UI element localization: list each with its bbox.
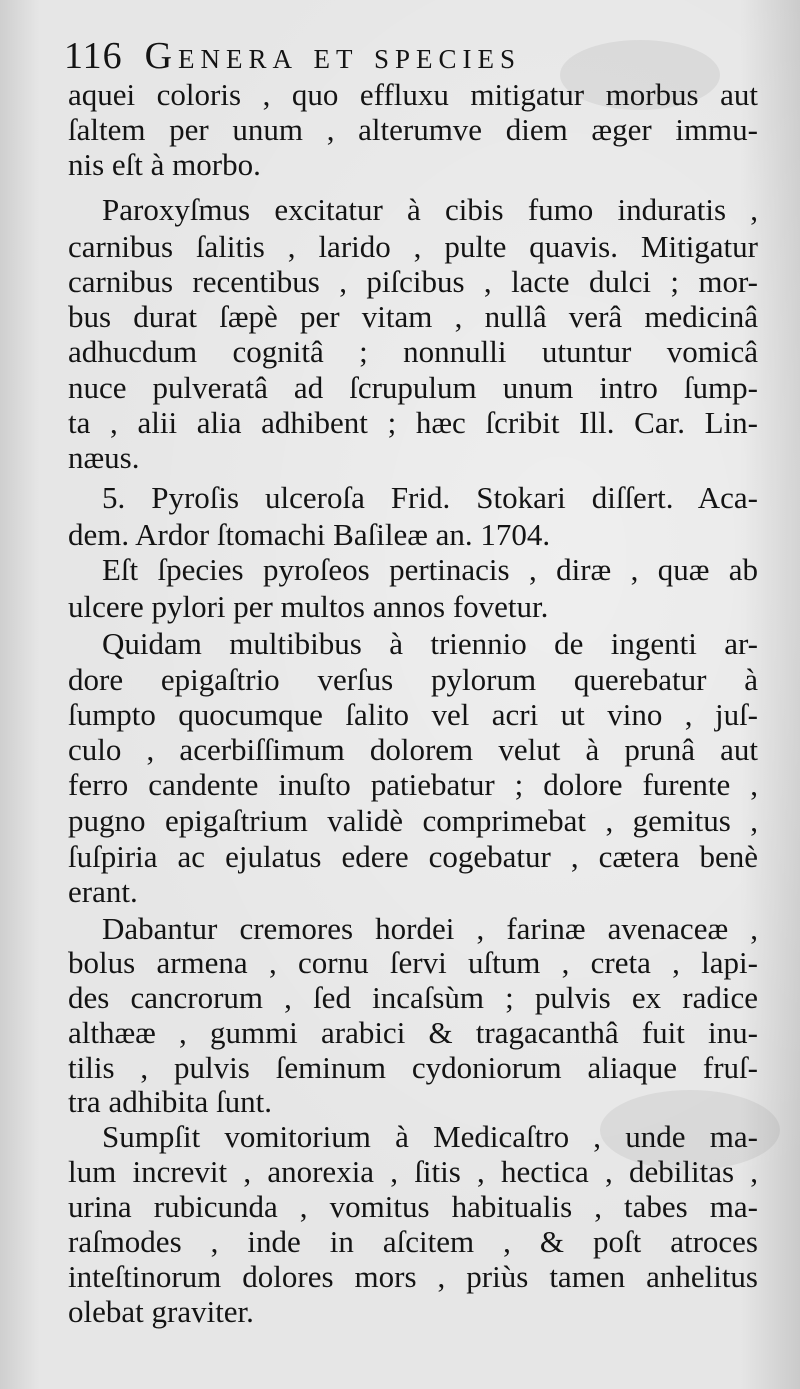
text-line: bus durat ſæpè per vitam , nullâ verâ medicinâ (68, 299, 758, 334)
text-line: Dabantur cremores hordei , farinæ avenaceæ , (102, 911, 758, 946)
text-line: adhucdum cognitâ ; nonnulli utuntur vomicâ (68, 334, 758, 369)
text-line: bolus armena , cornu ſervi uſtum , creta , lapi- (68, 945, 758, 980)
text-line: ſumpto quocumque ſalito vel acri ut vino , juſ- (68, 697, 758, 732)
text-line: pugno epigaſtrium validè comprimebat , gemitus , (68, 803, 758, 838)
text-line: carnibus ſalitis , larido , pulte quavis. Mitigatur (68, 229, 758, 264)
text-line: ſuſpiria ac ejulatus edere cogebatur , cætera benè (68, 839, 758, 874)
text-line: Quidam multibibus à triennio de ingenti ar- (102, 626, 758, 661)
running-title: Genera et species (144, 35, 522, 77)
text-line: nis eſt à morbo. (68, 147, 261, 182)
text-line: næus. (68, 440, 140, 475)
text-line: tilis , pulvis ſeminum cydoniorum aliaque fruſ- (68, 1050, 758, 1085)
text-line: Sumpſit vomitorium à Medicaſtro , unde ma- (102, 1119, 758, 1154)
text-line: inteſtinorum dolores mors , priùs tamen anhelitus (68, 1259, 758, 1294)
text-line: 5. Pyroſis ulceroſa Frid. Stokari diſſert. Aca- (102, 480, 758, 515)
text-line: des cancrorum , ſed incaſsùm ; pulvis ex radice (68, 980, 758, 1015)
text-line: lum increvit , anorexia , ſitis , hectica , debilitas , (68, 1154, 758, 1189)
text-line: olebat graviter. (68, 1294, 254, 1329)
text-line: dem. Ardor ſtomachi Baſileæ an. 1704. (68, 517, 551, 552)
text-line: aquei coloris , quo effluxu mitigatur morbus aut (68, 77, 758, 112)
text-line: ferro candente inuſto patiebatur ; dolore furente , (68, 767, 758, 802)
text-line: ulcere pylori per multos annos fovetur. (68, 589, 549, 624)
text-line: althææ , gummi arabici & tragacanthâ fuit inu- (68, 1015, 758, 1050)
text-line: urina rubicunda , vomitus habitualis , tabes ma- (68, 1189, 758, 1224)
text-line: dore epigaſtrio verſus pylorum querebatur à (68, 662, 758, 697)
page-number: 116 (64, 35, 123, 77)
text-line: tra adhibita ſunt. (68, 1084, 273, 1119)
text-line: nuce pulveratâ ad ſcrupulum unum intro ſump- (68, 370, 758, 405)
text-line: culo , acerbiſſimum dolorem velut à prunâ aut (68, 732, 758, 767)
text-line: Paroxyſmus excitatur à cibis fumo induratis , (102, 192, 758, 227)
text-line: ſaltem per unum , alterumve diem æger immu- (68, 112, 758, 147)
text-line: ta , alii alia adhibent ; hæc ſcribit Ill. Car. Lin- (68, 405, 758, 440)
text-line: Eſt ſpecies pyroſeos pertinacis , diræ , quæ ab (102, 552, 758, 587)
text-line: erant. (68, 874, 138, 909)
text-line: raſmodes , inde in aſcitem , & poſt atroces (68, 1224, 758, 1259)
text-line: carnibus recentibus , piſcibus , lacte dulci ; mor- (68, 264, 758, 299)
